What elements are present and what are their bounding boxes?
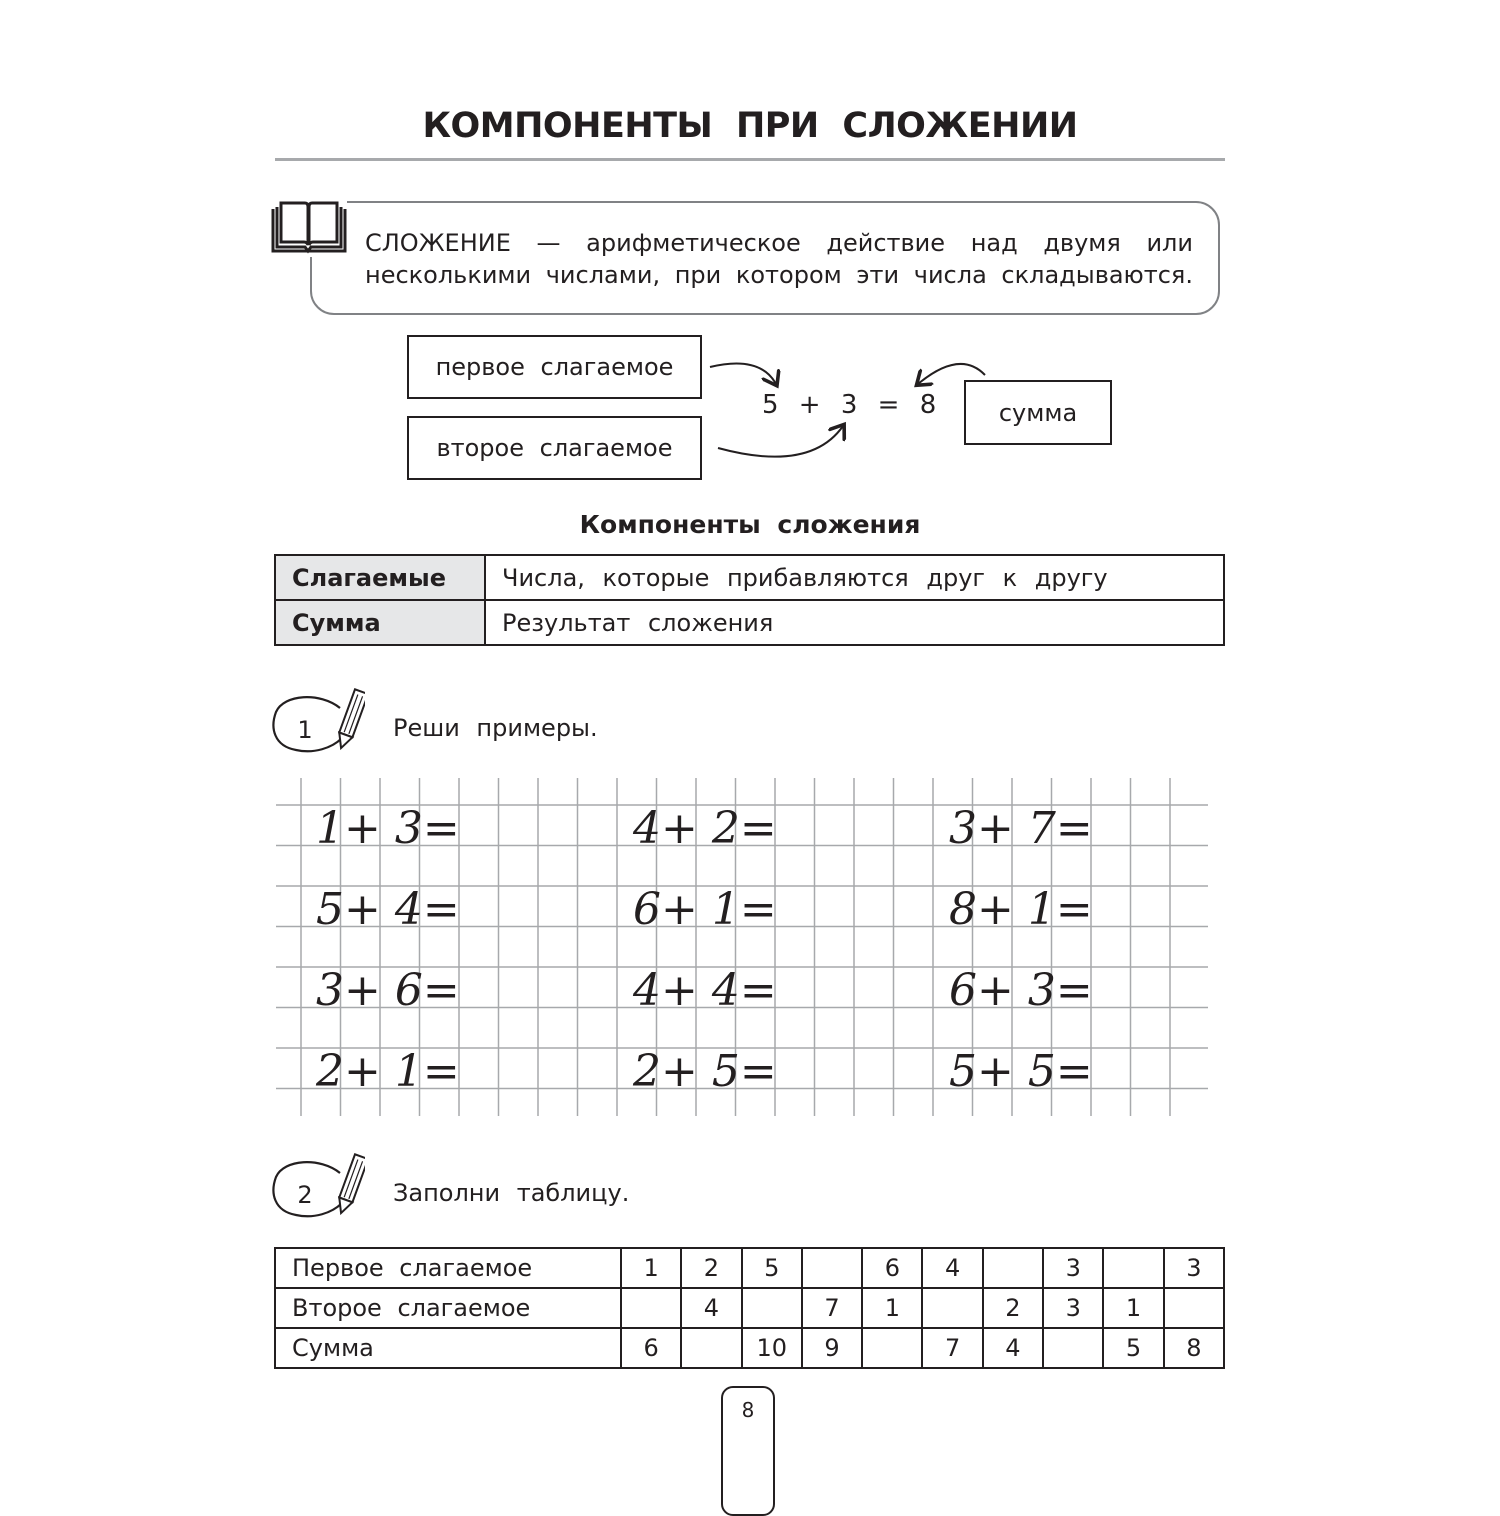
first-addend-label: первое слагаемое <box>407 335 702 399</box>
table-cell-meaning: Результат сложения <box>485 600 1224 645</box>
table-cell: 9 <box>802 1328 862 1368</box>
empty-answer-cell[interactable] <box>802 1248 862 1288</box>
table-cell: 5 <box>742 1248 802 1288</box>
table-cell: 2 <box>681 1248 741 1288</box>
definition-line-2: несколькими числами, при котором эти числа складываются. <box>365 261 1193 289</box>
task-2-instruction: Заполни таблицу. <box>393 1179 630 1207</box>
table-cell: 1 <box>1103 1288 1163 1328</box>
math-expression: 8+ 1= <box>949 884 1093 935</box>
table-cell: 7 <box>802 1288 862 1328</box>
table-cell: 6 <box>862 1248 922 1288</box>
empty-answer-cell[interactable] <box>1043 1328 1103 1368</box>
table-cell-meaning: Числа, которые прибавляются друг к другу <box>485 555 1224 600</box>
arrow-second-to-equation <box>718 426 843 457</box>
definition-box <box>310 201 1220 315</box>
title-divider <box>275 158 1225 161</box>
table-row <box>275 600 1224 645</box>
table-row <box>275 1328 1224 1368</box>
row-label: Второе слагаемое <box>275 1288 621 1328</box>
math-expression: 3+ 7= <box>949 803 1093 854</box>
row-label: Первое слагаемое <box>275 1248 621 1288</box>
table-cell-term: Сумма <box>275 600 485 645</box>
empty-answer-cell[interactable] <box>1103 1248 1163 1288</box>
empty-answer-cell[interactable] <box>742 1288 802 1328</box>
page-number: 8 <box>721 1386 775 1516</box>
arrow-sum-to-equation <box>918 364 985 384</box>
empty-answer-cell[interactable] <box>983 1248 1043 1288</box>
math-expression: 2+ 5= <box>633 1046 777 1097</box>
fill-in-table <box>274 1247 1225 1369</box>
table-cell: 4 <box>983 1328 1043 1368</box>
second-addend-label: второе слагаемое <box>407 416 702 480</box>
open-book-icon <box>271 199 347 257</box>
math-expression: 5+ 5= <box>949 1046 1093 1097</box>
table-cell: 4 <box>681 1288 741 1328</box>
table-row <box>275 555 1224 600</box>
math-expression: 4+ 2= <box>633 803 777 854</box>
math-expression: 6+ 3= <box>949 965 1093 1016</box>
empty-answer-cell[interactable] <box>862 1328 922 1368</box>
math-expression: 6+ 1= <box>633 884 777 935</box>
row-label: Сумма <box>275 1328 621 1368</box>
task-1-number: 1 <box>297 716 313 744</box>
table-cell: 3 <box>1043 1248 1103 1288</box>
math-expression: 5+ 4= <box>316 884 460 935</box>
empty-answer-cell[interactable] <box>621 1288 681 1328</box>
table-cell: 8 <box>1164 1328 1224 1368</box>
table-cell: 7 <box>922 1328 982 1368</box>
math-expression: 4+ 4= <box>633 965 777 1016</box>
math-expression: 1+ 3= <box>316 803 460 854</box>
table-cell: 3 <box>1043 1288 1103 1328</box>
components-table <box>274 554 1225 646</box>
empty-answer-cell[interactable] <box>681 1328 741 1368</box>
math-expression: 2+ 1= <box>316 1046 460 1097</box>
table-cell: 10 <box>742 1328 802 1368</box>
page-title: КОМПОНЕНТЫ ПРИ СЛОЖЕНИИ <box>422 106 1078 146</box>
math-expression: 3+ 6= <box>316 965 460 1016</box>
task-2-number: 2 <box>297 1181 313 1209</box>
empty-answer-cell[interactable] <box>1164 1288 1224 1328</box>
table-cell: 1 <box>621 1248 681 1288</box>
task-1-instruction: Реши примеры. <box>393 714 598 742</box>
table-cell-term: Слагаемые <box>275 555 485 600</box>
table-cell: 4 <box>922 1248 982 1288</box>
diagram-arrows <box>700 355 1000 465</box>
table-cell: 3 <box>1164 1248 1224 1288</box>
empty-answer-cell[interactable] <box>922 1288 982 1328</box>
table-row <box>275 1288 1224 1328</box>
table-row <box>275 1248 1224 1288</box>
table-cell: 5 <box>1103 1328 1163 1368</box>
table-cell: 1 <box>862 1288 922 1328</box>
components-table-title: Компоненты сложения <box>579 510 921 539</box>
table-cell: 2 <box>983 1288 1043 1328</box>
table-cell: 6 <box>621 1328 681 1368</box>
example-equation: 5 + 3 = 8 <box>762 390 939 420</box>
arrow-first-to-equation <box>710 363 776 384</box>
definition-line-1: СЛОЖЕНИЕ — арифметическое действие над двумя или <box>365 229 1193 257</box>
sum-label: сумма <box>964 380 1112 445</box>
